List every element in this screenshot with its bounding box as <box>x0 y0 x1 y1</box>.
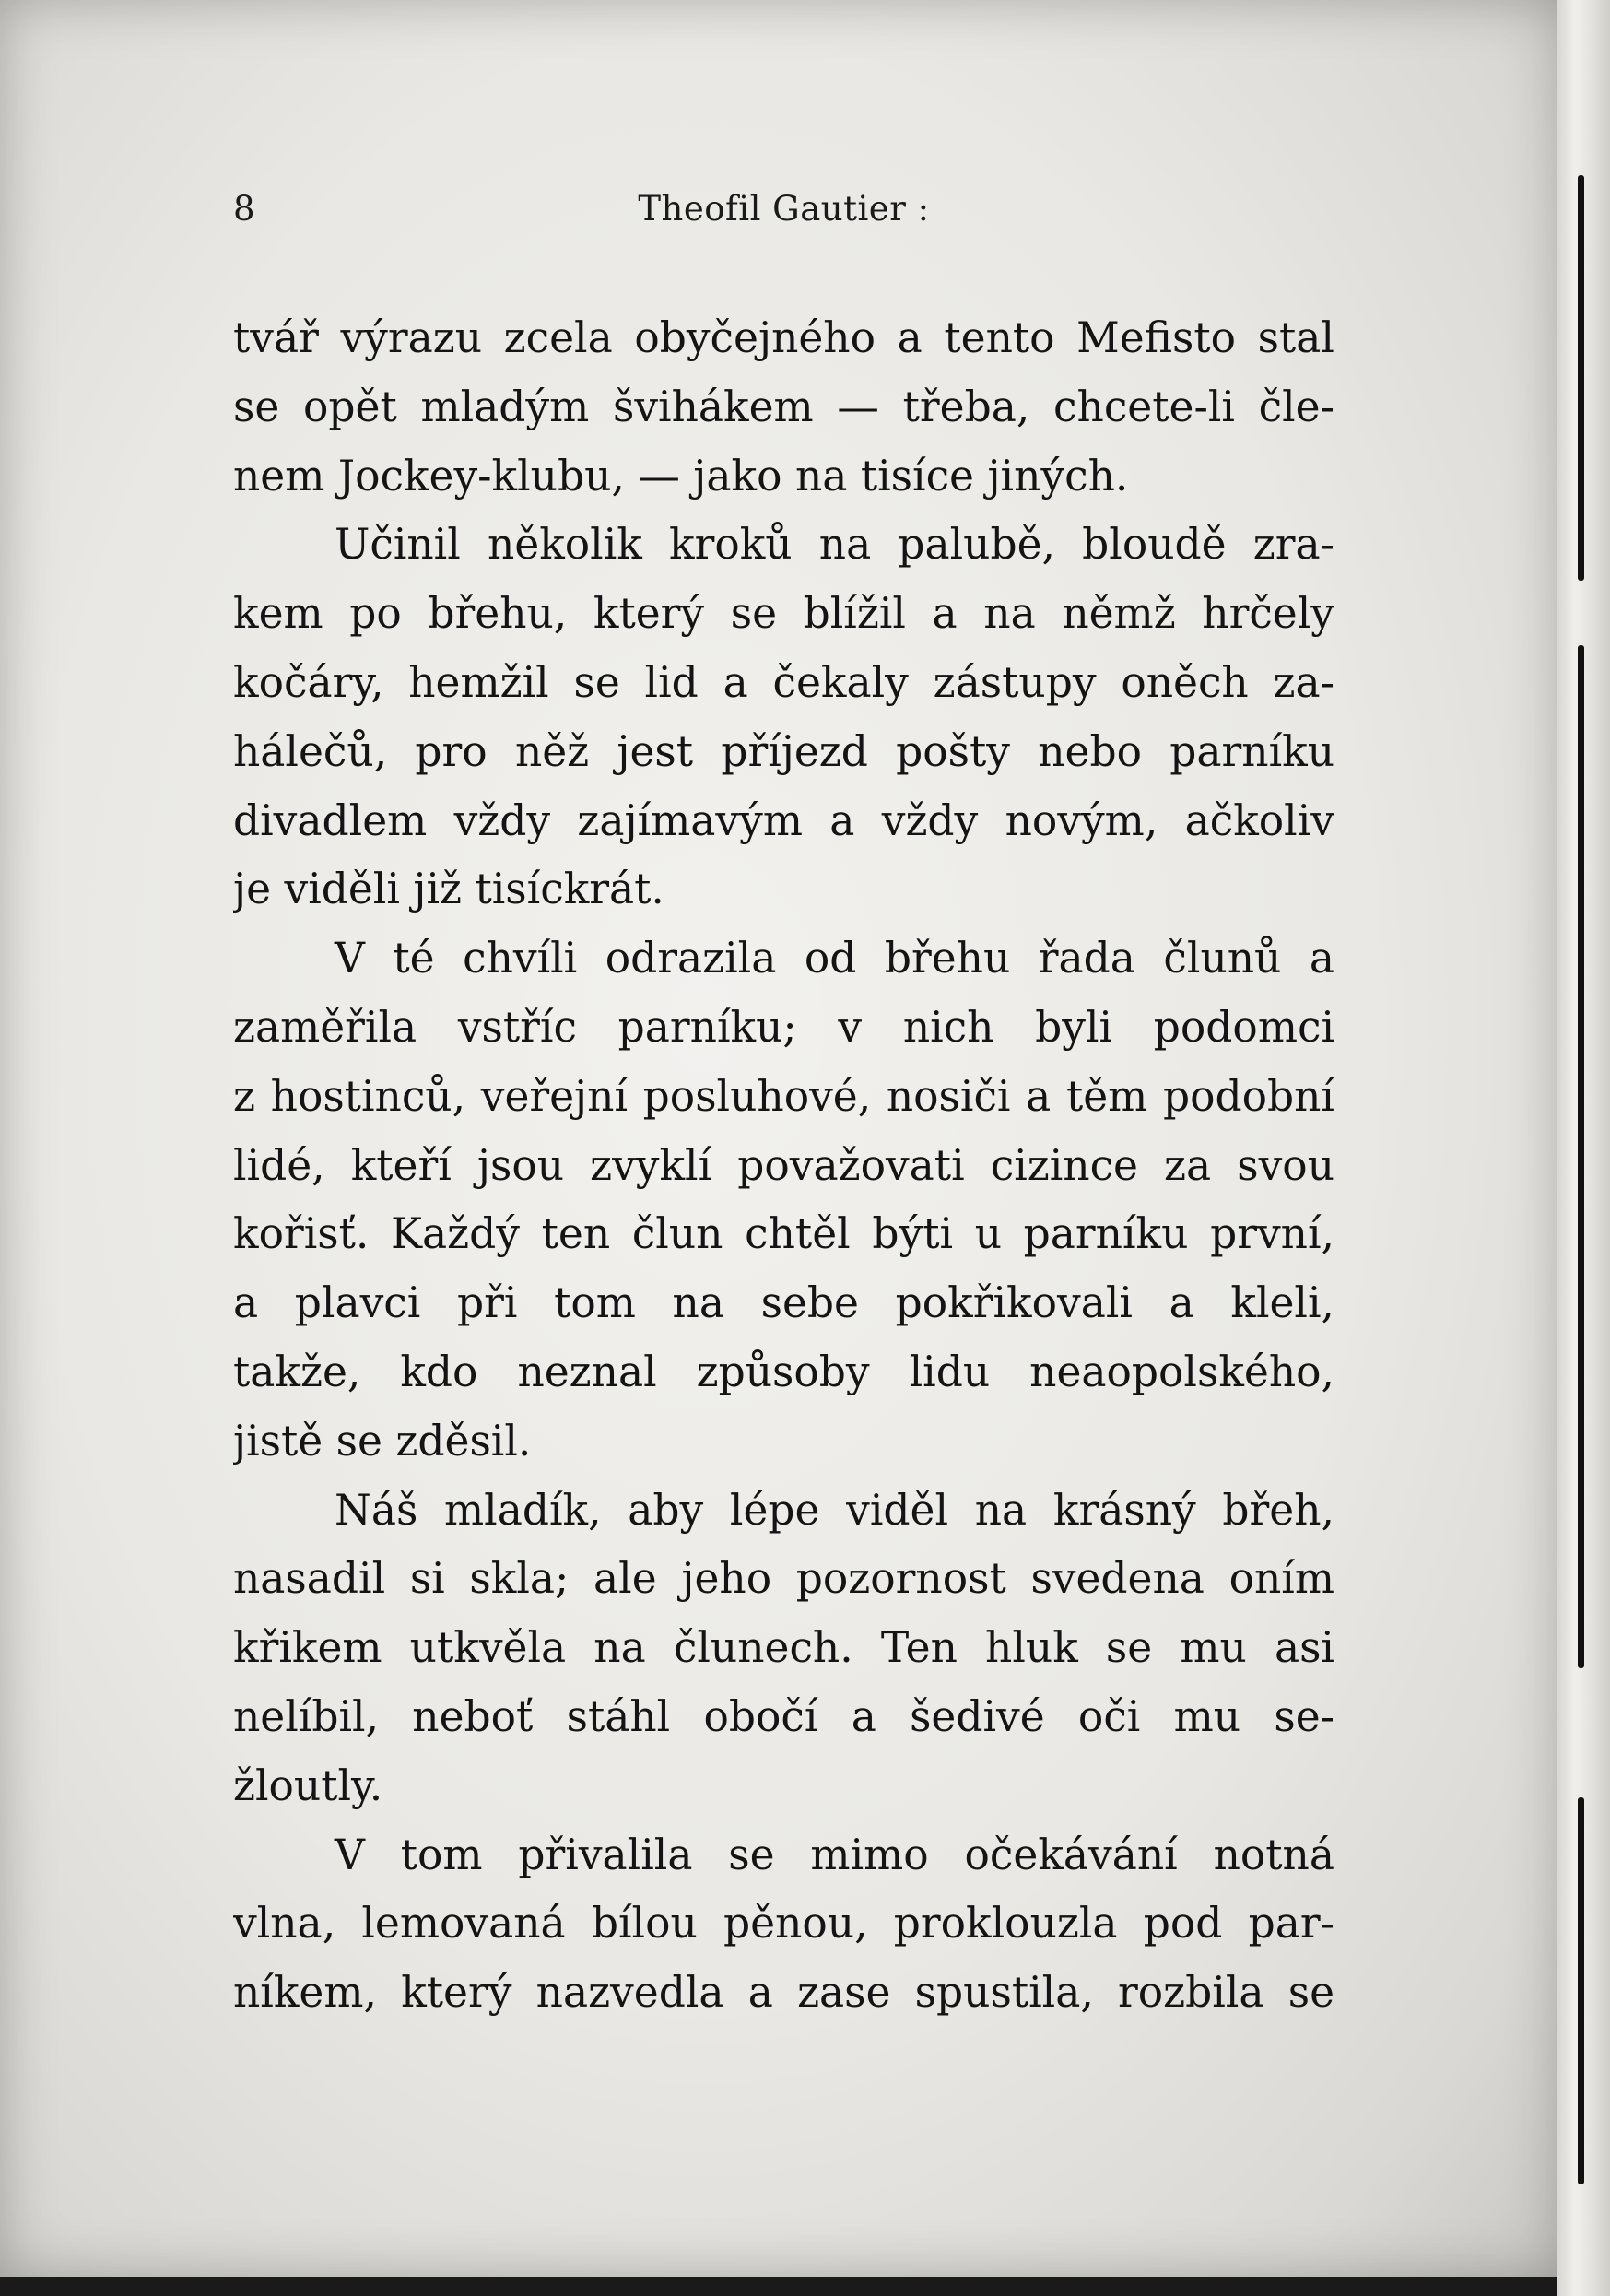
text-line: se opět mladým švihákem — třeba, chcete-li čle- <box>233 382 1334 431</box>
text-line: a plavci při tom na sebe pokřikovali a kleli, <box>233 1278 1334 1328</box>
page-number: 8 <box>233 189 255 229</box>
binding-line-lower <box>1578 1797 1584 2184</box>
text-line: V tom přivalila se mimo očekávání notná <box>335 1830 1334 1879</box>
text-line: lidé, kteří jsou zvyklí považovati cizince za svou <box>233 1140 1334 1190</box>
body-text <box>233 304 1334 2028</box>
text-line: hálečů, pro něž jest příjezd pošty nebo parníku <box>233 726 1334 776</box>
running-head: Theofil Gautier : <box>638 189 930 229</box>
text-line: nem Jockey-klubu, — jako na tisíce jiných. <box>233 451 1129 500</box>
text-line: křikem utkvěla na člunech. Ten hluk se mu asi <box>233 1623 1334 1673</box>
binding-line-upper <box>1578 175 1584 581</box>
text-line: zaměřila vstříc parníku; v nich byli podomci <box>233 1002 1334 1052</box>
text-line: tvář výrazu zcela obyčejného a tento Mefisto stal <box>233 313 1334 362</box>
text-line: divadlem vždy zajímavým a vždy novým, ačkoliv <box>233 795 1334 845</box>
text-line: je viděli již tisíckrát. <box>233 865 664 914</box>
text-line: kořisť. Každý ten člun chtěl býti u parníku první, <box>233 1209 1334 1259</box>
text-line: jistě se zděsil. <box>233 1416 532 1466</box>
text-line: kem po břehu, který se blížil a na němž hrčely <box>233 589 1334 639</box>
binding-line-middle <box>1578 645 1584 1668</box>
text-line: kočáry, hemžil se lid a čekaly zástupy oněch za- <box>233 657 1334 707</box>
text-line: žloutly. <box>233 1760 383 1810</box>
text-line: Učinil několik kroků na palubě, bloudě zra- <box>335 520 1334 570</box>
text-line: Náš mladík, aby lépe viděl na krásný břeh, <box>335 1485 1334 1535</box>
text-line: níkem, který nazvedla a zase spustila, rozbila se <box>233 1968 1334 2018</box>
text-line: vlna, lemovaná bílou pěnou, proklouzla pod par- <box>233 1899 1334 1949</box>
text-line: V té chvíli odrazila od břehu řada člunů a <box>335 934 1334 983</box>
text-line: nelíbil, neboť stáhl obočí a šedivé oči mu se- <box>233 1691 1334 1741</box>
text-line: nasadil si skla; ale jeho pozornost svedena oním <box>233 1554 1334 1604</box>
text-line: z hostinců, veřejní posluhové, nosiči a těm podobní <box>233 1071 1334 1121</box>
page-header <box>233 189 1334 244</box>
text-line: takže, kdo neznal způsoby lidu neaopolského, <box>233 1347 1334 1396</box>
